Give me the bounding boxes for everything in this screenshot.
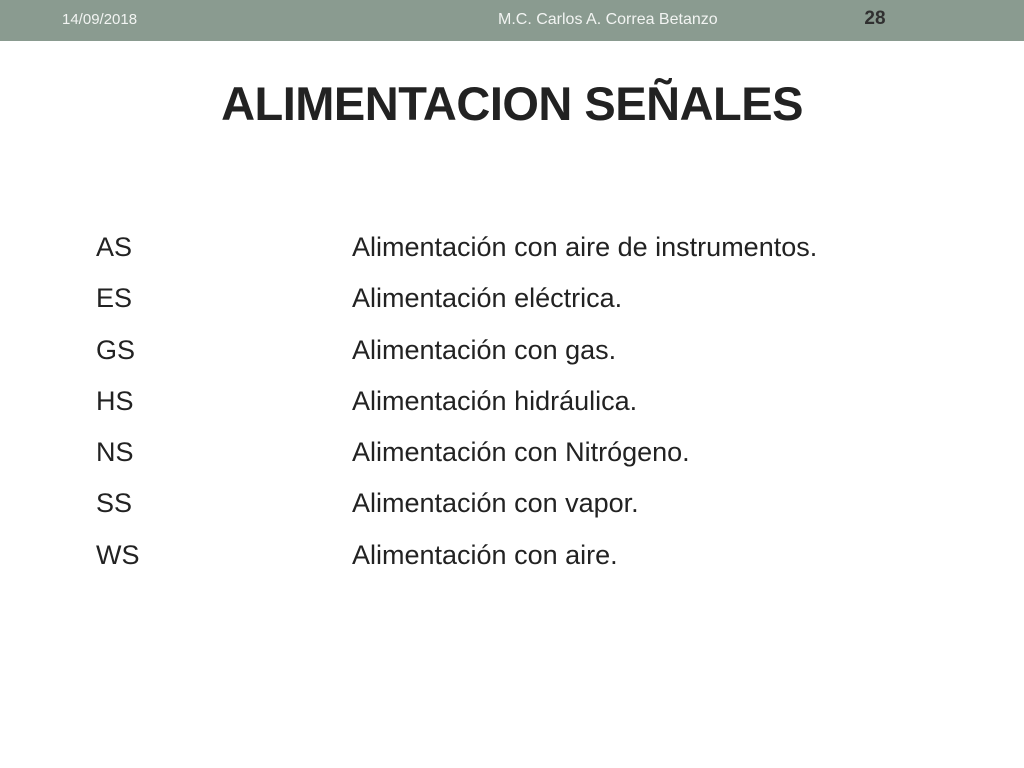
header-date: 14/09/2018 (62, 11, 138, 28)
signal-description: Alimentación con aire. (352, 539, 618, 570)
list-item (0, 335, 1024, 386)
signal-description: Alimentación con vapor. (352, 488, 639, 519)
signal-code: HS (96, 385, 134, 416)
signal-code: WS (96, 539, 140, 570)
signal-code: SS (96, 488, 133, 519)
header-bar (0, 0, 1024, 41)
list-item (0, 283, 1024, 334)
page-number: 28 (864, 8, 886, 29)
signal-description: Alimentación hidráulica. (352, 385, 638, 416)
header-author: M.C. Carlos A. Correa Betanzo (498, 11, 718, 28)
signal-description: Alimentación con gas. (352, 334, 617, 365)
list-item (0, 540, 1024, 591)
list-item (0, 437, 1024, 488)
signal-code: NS (96, 437, 134, 468)
signal-code: ES (96, 283, 133, 314)
signal-list (0, 232, 1024, 591)
signal-code: GS (96, 334, 136, 365)
signal-description: Alimentación eléctrica. (352, 283, 623, 314)
list-item (0, 488, 1024, 539)
signal-description: Alimentación con aire de instrumentos. (352, 232, 818, 262)
list-item (0, 232, 1024, 283)
slide-title: ALIMENTACION SEÑALES (221, 77, 803, 130)
signal-description: Alimentación con Nitrógeno. (352, 437, 690, 468)
list-item (0, 386, 1024, 437)
signal-code: AS (96, 232, 133, 262)
